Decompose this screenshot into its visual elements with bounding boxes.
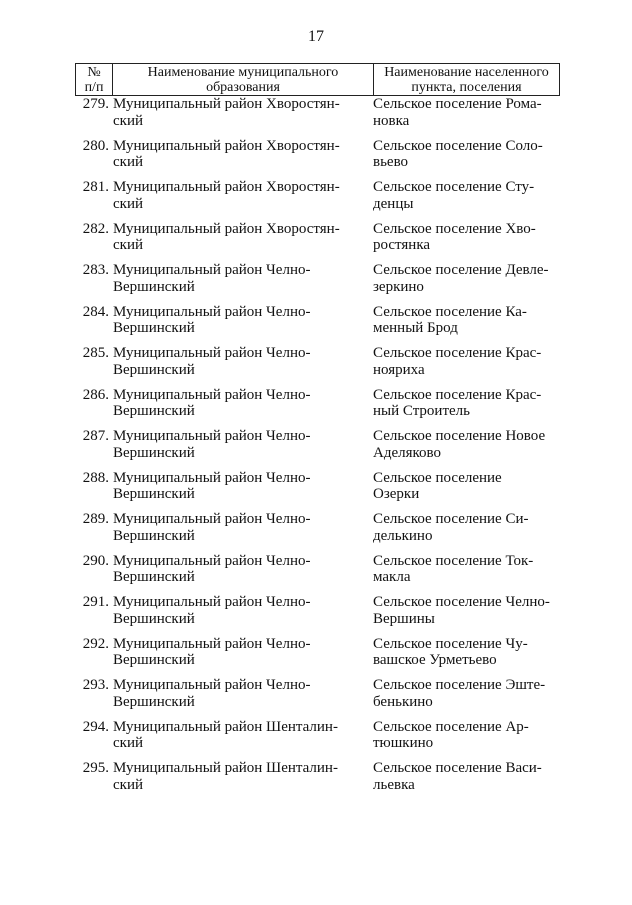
- row-municipality: Муниципальный район Хворостян- ский: [113, 179, 340, 212]
- row-municipality: Муниципальный район Челно- Вершинский: [113, 511, 311, 544]
- row-number: 286.: [82, 386, 109, 403]
- row-settlement: Сельское поселение Крас- нояриха: [373, 345, 542, 378]
- row-settlement: Сельское поселение Крас- ный Строитель: [373, 386, 542, 419]
- row-settlement: Сельское поселение Сту- денцы: [373, 179, 535, 212]
- table-row: [75, 304, 560, 346]
- row-settlement: Сельское поселение Си- делькино: [373, 511, 529, 544]
- row-municipality: Муниципальный район Челно- Вершинский: [113, 677, 311, 710]
- table-row: [75, 594, 560, 636]
- row-municipality: Муниципальный район Челно- Вершинский: [113, 428, 311, 461]
- table-row: [75, 677, 560, 719]
- row-number: 288.: [82, 469, 109, 486]
- table-row: [75, 345, 560, 387]
- row-settlement: Сельское поселение Хво- ростянка: [373, 220, 536, 253]
- table-row: [75, 428, 560, 470]
- row-settlement: Сельское поселение Рома- новка: [373, 96, 542, 129]
- row-municipality: Муниципальный район Челно- Вершинский: [113, 469, 311, 502]
- row-settlement: Сельское поселение Ар- тюшкино: [373, 718, 529, 751]
- header-settlement: Наименование населенного пункта, поселения: [373, 63, 560, 96]
- row-number: 293.: [82, 677, 109, 693]
- row-settlement: Сельское поселение Челно- Вершины: [373, 594, 550, 627]
- row-settlement: Сельское поселение Чу- вашское Урметьево: [373, 635, 528, 668]
- row-municipality: Муниципальный район Хворостян- ский: [113, 137, 340, 170]
- table-row: [75, 719, 560, 761]
- row-municipality: Муниципальный район Хворостян- ский: [113, 220, 340, 253]
- row-municipality: Муниципальный район Челно- Вершинский: [113, 635, 311, 668]
- table-row: [75, 96, 560, 138]
- row-settlement: Сельское поселение Новое Аделяково: [373, 428, 546, 461]
- row-settlement: Сельское поселение Озерки: [373, 469, 502, 502]
- table-row: [75, 138, 560, 180]
- page-number: 17: [308, 28, 324, 45]
- table-row: [75, 511, 560, 553]
- table-row: [75, 179, 560, 221]
- row-number: 279.: [82, 96, 109, 112]
- row-municipality: Муниципальный район Хворостян- ский: [113, 96, 340, 129]
- table-row: [75, 470, 560, 512]
- row-settlement: Сельское поселение Соло- вьево: [373, 137, 543, 170]
- table-row: [75, 553, 560, 595]
- table-row: [75, 221, 560, 263]
- row-settlement: Сельское поселение Девле- зеркино: [373, 262, 549, 295]
- row-municipality: Муниципальный район Челно- Вершинский: [113, 594, 311, 627]
- row-settlement: Сельское поселение Эште- бенькино: [373, 677, 546, 710]
- row-municipality: Муниципальный район Шенталин- ский: [113, 718, 338, 751]
- table-header: [75, 63, 560, 96]
- table-body: [75, 96, 560, 802]
- row-municipality: Муниципальный район Челно- Вершинский: [113, 345, 311, 378]
- row-settlement: Сельское поселение Ка- менный Брод: [373, 303, 527, 336]
- row-number: 281.: [82, 179, 109, 195]
- table-row: [75, 262, 560, 304]
- row-number: 283.: [82, 262, 109, 278]
- row-number: 284.: [82, 303, 109, 320]
- header-municipality: Наименование муниципального образования: [113, 63, 373, 96]
- row-municipality: Муниципальный район Челно- Вершинский: [113, 386, 311, 419]
- row-number: 287.: [82, 428, 109, 444]
- table-row: [75, 636, 560, 678]
- row-number: 295.: [82, 760, 109, 776]
- row-number: 280.: [82, 137, 109, 154]
- row-number: 294.: [82, 718, 109, 735]
- table-row: [75, 760, 560, 802]
- row-number: 285.: [82, 345, 109, 361]
- row-municipality: Муниципальный район Челно- Вершинский: [113, 303, 311, 336]
- header-number: № п/п: [75, 63, 113, 96]
- row-settlement: Сельское поселение Васи- льевка: [373, 760, 542, 793]
- row-municipality: Муниципальный район Челно- Вершинский: [113, 552, 311, 585]
- row-number: 289.: [82, 511, 109, 527]
- row-number: 290.: [82, 552, 109, 569]
- table-row: [75, 387, 560, 429]
- row-number: 282.: [82, 220, 109, 237]
- row-municipality: Муниципальный район Шенталин- ский: [113, 760, 338, 793]
- row-settlement: Сельское поселение Ток- макла: [373, 552, 534, 585]
- row-municipality: Муниципальный район Челно- Вершинский: [113, 262, 311, 295]
- row-number: 291.: [82, 594, 109, 610]
- settlements-table: [75, 63, 560, 802]
- row-number: 292.: [82, 635, 109, 652]
